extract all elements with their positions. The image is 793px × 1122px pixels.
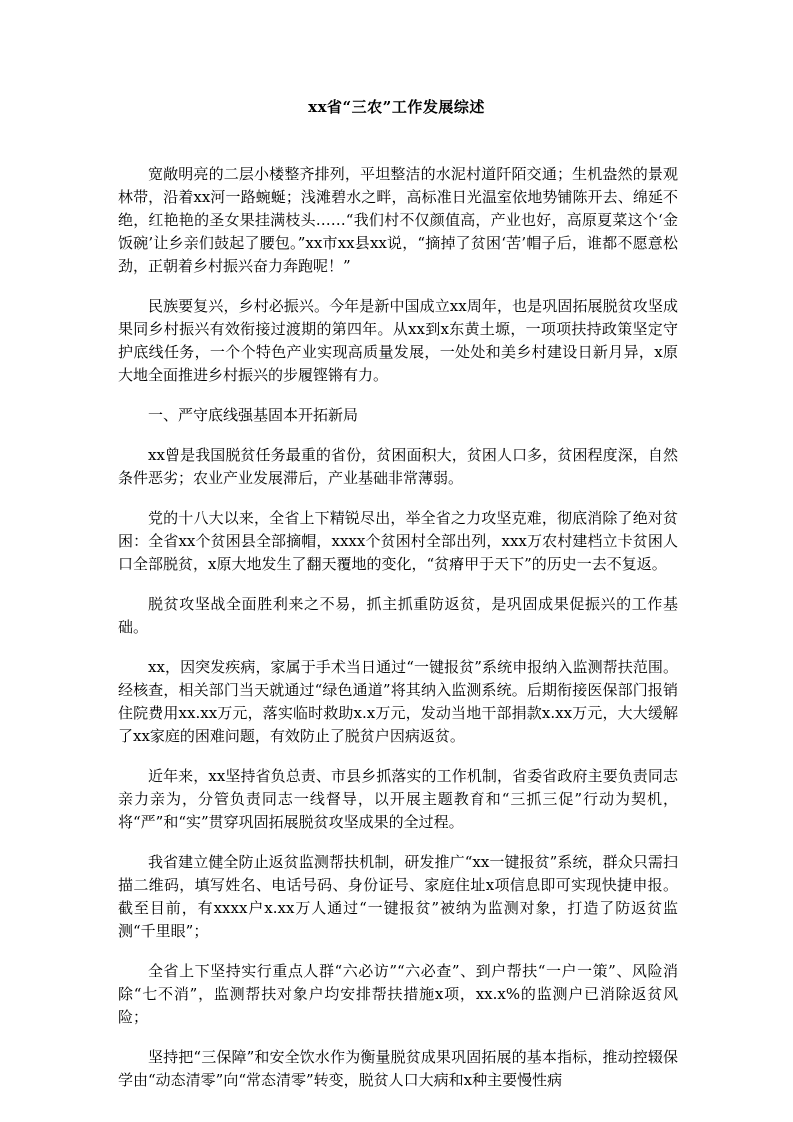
paragraph-monitoring-system: 我省建立健全防止返贫监测帮扶机制，研发推广“xx一键报贫”系统，群众只需扫描二维码，填写姓名、电话号码、身份证号、家庭住址x项信息即可实现快捷申报。截至目前，有xxxx户x.xx万人通过“一键报贫”被纳为监测对象，打造了防返贫监测“千里眼”； — [118, 853, 678, 940]
document-body — [118, 163, 678, 1109]
paragraph-since-18th-congress: 党的十八大以来，全省上下精锐尽出，举全省之力攻坚克难，彻底消除了绝对贫困：全省xx个贫困县全部摘帽，xxxx个贫困村全部出列，xxx万农村建档立卡贫困人口全部脱贫，x原大地发生了翻天覆地的变化，“贫瘠甲于天下”的历史一去不复返。 — [118, 509, 678, 573]
paragraph-three-guarantees: 坚持把“三保障”和安全饮水作为衡量脱贫成果巩固拓展的基本指标，推动控辍保学由“动态清零”向“常态清零”转变，脱贫人口大病和x种主要慢性病 — [118, 1048, 678, 1089]
paragraph-poverty-background: xx曾是我国脱贫任务最重的省份，贫困面积大，贫困人口多，贫困程度深，自然条件恶劣；农业产业发展滞后，产业基础非常薄弱。 — [118, 446, 678, 487]
paragraph-work-mechanism: 近年来，xx坚持省负总责、市县乡抓落实的工作机制，省委省政府主要负责同志亲力亲为，分管负责同志一线督导，以开展主题教育和“三抓三促”行动为契机，将“严”和“实”贯穿巩固拓展脱贫攻坚成果的全过程。 — [118, 767, 678, 831]
paragraph-prevent-return: 脱贫攻坚战全面胜利来之不易，抓主抓重防返贫，是巩固成果促振兴的工作基础。 — [118, 595, 678, 636]
paragraph-intro-scene: 宽敞明亮的二层小楼整齐排列，平坦整洁的水泥村道阡陌交通；生机盎然的景观林带，沿着xx河一路蜿蜒；浅滩碧水之畔，高标准日光温室依地势铺陈开去、绵延不绝，红艳艳的圣女果挂满枝头……“我们村不仅颜值高，产业也好，高原夏菜这个‘金饭碗’让乡亲们鼓起了腰包。”xx市xx县xx说，“摘掉了贫困‘苦’帽子后，谁都不愿意松劲，正朝着乡村振兴奋力奔跑呢！” — [118, 165, 678, 275]
document-title: xx省“三农”工作发展综述 — [308, 98, 485, 116]
paragraph-rural-revitalization: 民族要复兴，乡村必振兴。今年是新中国成立xx周年，也是巩固拓展脱贫攻坚成果同乡村振兴有效衔接过渡期的第四年。从xx到x东黄土塬，一项项扶持政策坚定守护底线任务，一个个特色产业实现高质量发展，一处处和美乡村建设日新月异，x原大地全面推进乡村振兴的步履铿锵有力。 — [118, 297, 678, 384]
paragraph-case-example: xx，因突发疾病，家属于手术当日通过“一键报贫”系统申报纳入监测帮扶范围。经核查，相关部门当天就通过“绿色通道”将其纳入监测系统。后期衔接医保部门报销住院费用xx.xx万元，落实临时救助x.x万元，发动当地干部捐款x.xx万元，大大缓解了xx家庭的困难问题，有效防止了脱贫户因病返贫。 — [118, 658, 678, 745]
paragraph-key-groups: 全省上下坚持实行重点人群“六必访”“六必查”、到户帮扶“一户一策”、风险消除“七不消”，监测帮扶对象户均安排帮扶措施x项，xx.x%的监测户已消除返贫风险； — [118, 962, 678, 1026]
section-heading-1: 一、严守底线强基固本开拓新局 — [148, 406, 359, 424]
